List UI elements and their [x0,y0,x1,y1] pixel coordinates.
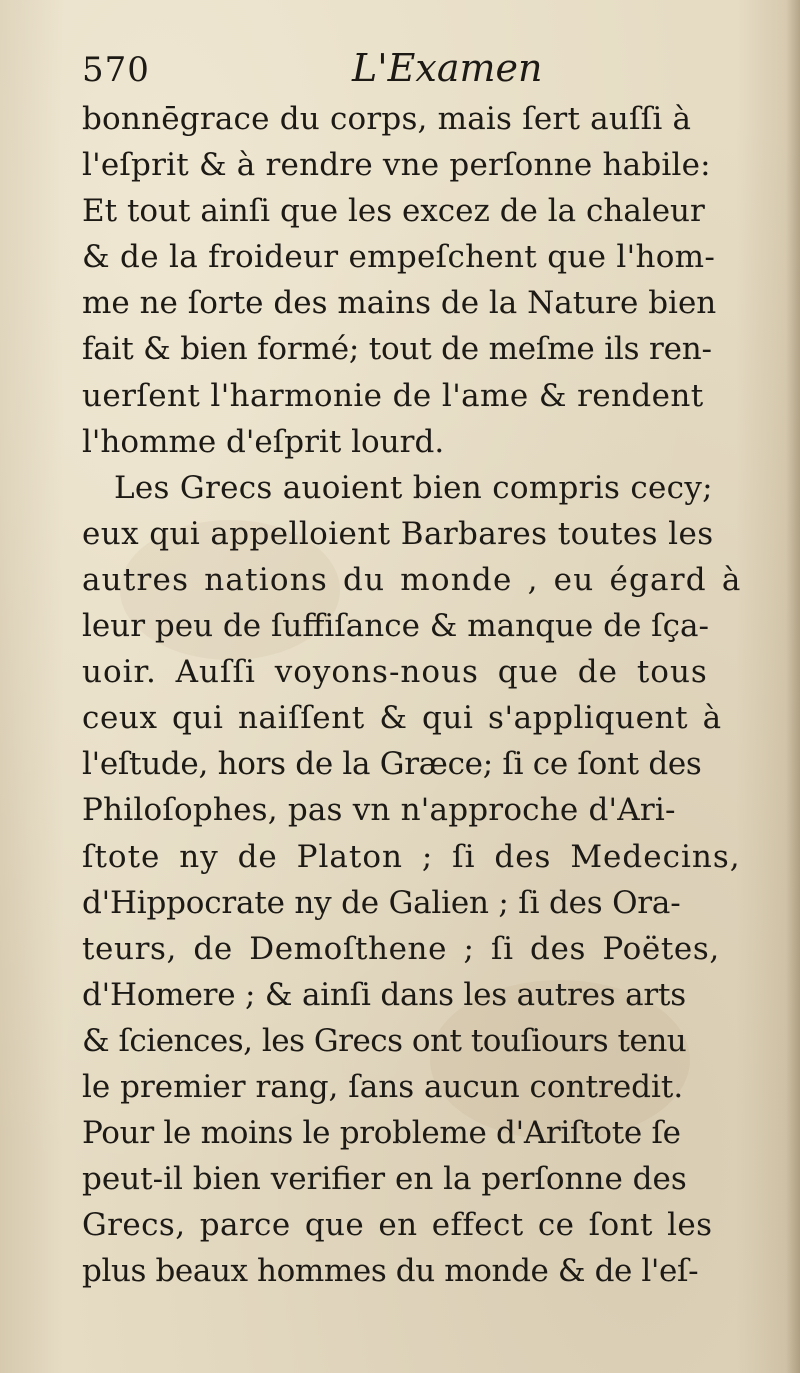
text-line: le premier rang, ſans aucun contredit. [82,1068,684,1105]
text-line: Et tout ainſi que les excez de la chaleur [82,193,705,230]
text-line: plus beaux hommes du monde & de l'eſ- [82,1253,699,1290]
text-line: d'Hippocrate ny de Galien ; ſi des Ora- [82,884,681,921]
text-line: uoir. Auſſi voyons-nous que de tous [82,654,708,691]
running-head: L'Examen [352,46,543,90]
text-line: autres nations du monde , eu égard à [82,561,742,598]
text-line: l'homme d'eſprit lourd. [82,423,445,460]
page-header [82,44,762,94]
text-line: me ne ſorte des mains de la Nature bien [82,285,717,322]
text-line: ceux qui naiſſent & qui s'appliquent à [82,700,722,737]
text-line: uerſent l'harmonie de l'ame & rendent [82,377,704,414]
text-line: Philoſophes, pas vn n'approche d'Ari- [82,792,676,829]
body-text [82,96,772,1294]
page-edge-shadow [786,0,800,1373]
text-line: Pour le moins le probleme d'Ariſtote ſe [82,1115,681,1152]
text-line: & ſciences, les Grecs ont touſiours tenu [82,1022,687,1059]
text-line: l'eſtude, hors de la Græce; ſi ce ſont des [82,746,702,783]
text-line: bonnēgrace du corps, mais ſert auſſi à [82,101,692,137]
page-number: 570 [82,50,150,90]
text-line: Les Grecs auoient bien compris cecy; [114,469,713,506]
text-line: leur peu de ſuffiſance & manque de ſça- [82,608,709,645]
text-line: d'Homere ; & ainſi dans les autres arts [82,976,686,1013]
text-line: teurs, de Demoſthene ; ſi des Poëtes, [82,930,720,967]
text-line: eux qui appelloient Barbares toutes les [82,515,714,552]
text-line: ſtote ny de Platon ; ſi des Medecins, [82,838,741,875]
text-line: l'eſprit & à rendre vne perſonne habile: [82,147,711,184]
text-line: Grecs, parce que en effect ce ſont les [82,1207,713,1244]
text-line: fait & bien formé; tout de meſme ils ren- [82,331,712,368]
text-line: & de la froideur empeſchent que l'hom- [82,239,716,276]
text-line: peut-il bien verifier en la perſonne des [82,1161,687,1198]
